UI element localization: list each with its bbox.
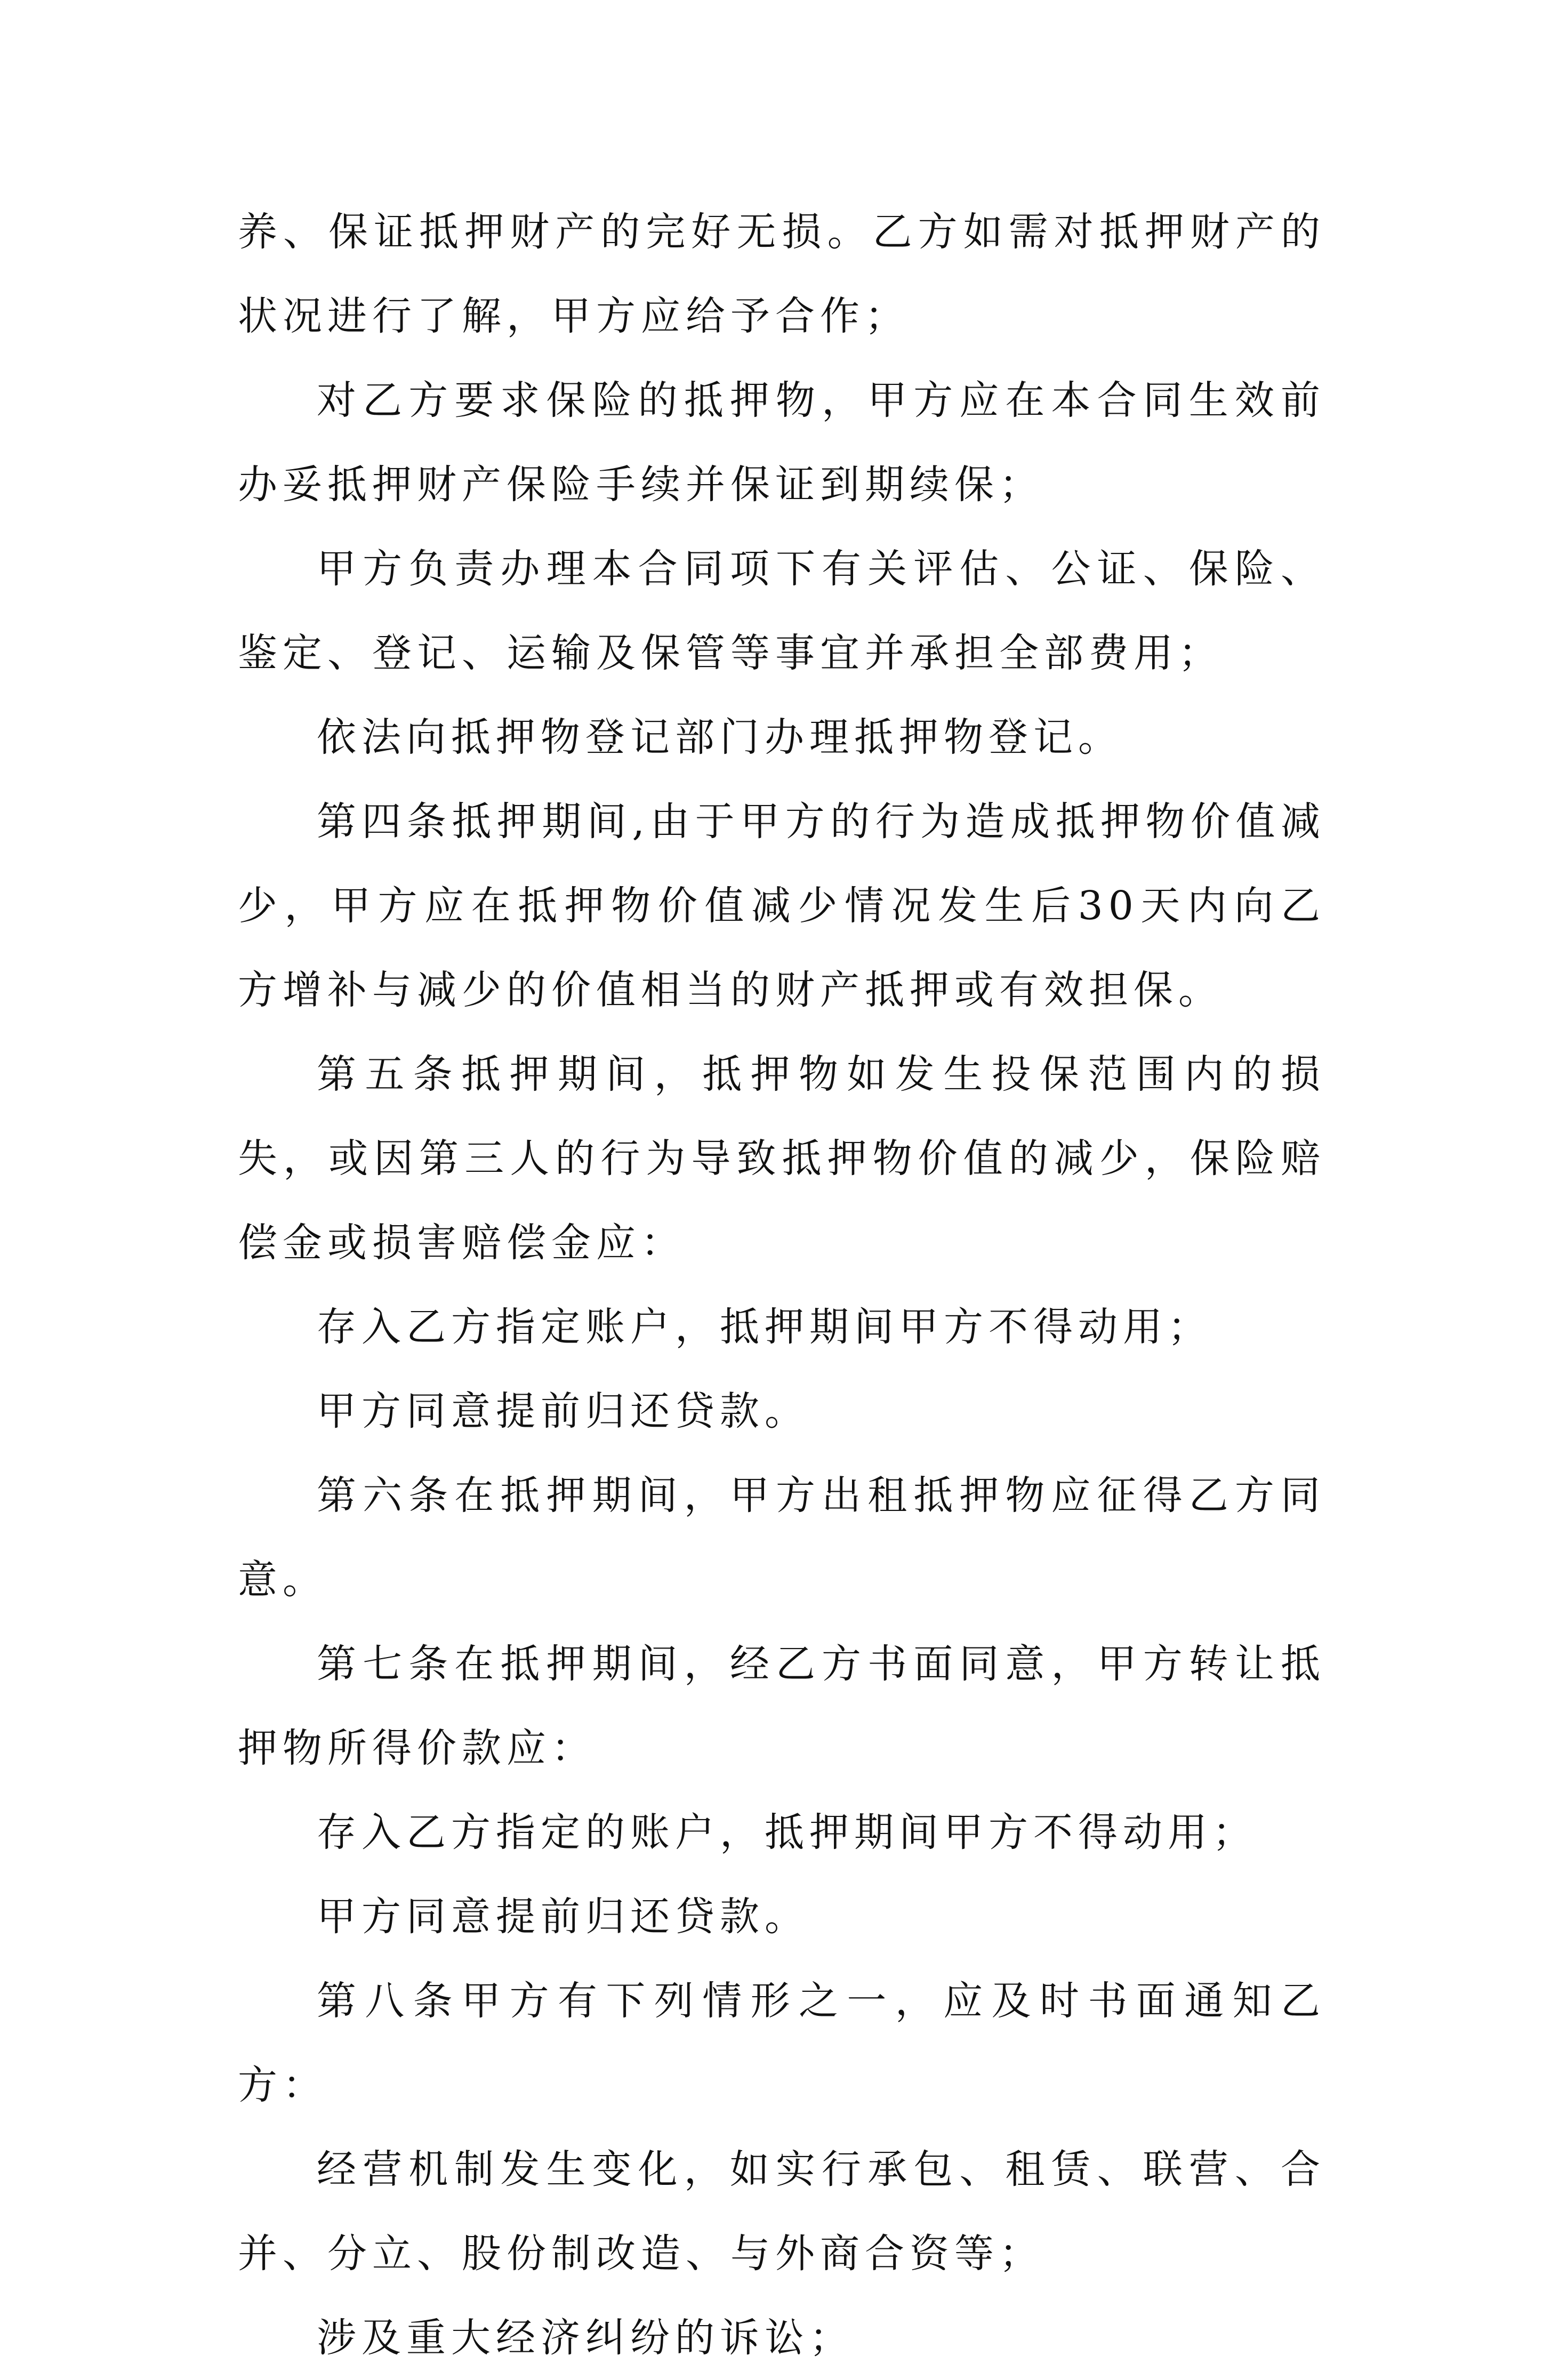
document-body xyxy=(238,190,1325,2380)
paragraph-5: 第四条抵押期间,由于甲方的行为造成抵押物价值减少，甲方应在抵押物价值减少情况发生后30天内向乙方增补与减少的价值相当的财产抵押或有效担保。 xyxy=(238,799,1325,1013)
paragraph-9: 第六条在抵押期间，甲方出租抵押物应征得乙方同意。 xyxy=(238,1473,1325,1603)
paragraph-1: 养、保证抵押财产的完好无损。乙方如需对抵押财产的状况进行了解，甲方应给予合作； xyxy=(238,209,1325,339)
paragraph-6: 第五条抵押期间，抵押物如发生投保范围内的损失，或因第三人的行为导致抵押物价值的减少，保险赔偿金或损害赔偿金应： xyxy=(238,1051,1325,1266)
paragraph-2: 对乙方要求保险的抵押物，甲方应在本合同生效前办妥抵押财产保险手续并保证到期续保； xyxy=(238,377,1325,508)
paragraph-13: 第八条甲方有下列情形之一，应及时书面通知乙方： xyxy=(238,1978,1325,2108)
paragraph-14: 经营机制发生变化，如实行承包、租赁、联营、合并、分立、股份制改造、与外商合资等； xyxy=(238,2146,1325,2277)
paragraph-7: 存入乙方指定账户，抵押期间甲方不得动用； xyxy=(317,1304,1212,1350)
paragraph-3: 甲方负责办理本合同项下有关评估、公证、保险、鉴定、登记、运输及保管等事宜并承担全部费用； xyxy=(238,546,1325,676)
paragraph-4: 依法向抵押物登记部门办理抵押物登记。 xyxy=(317,714,1123,760)
paragraph-12: 甲方同意提前归还贷款。 xyxy=(317,1894,809,1940)
paragraph-8: 甲方同意提前归还贷款。 xyxy=(317,1388,809,1434)
paragraph-15: 涉及重大经济纠纷的诉讼； xyxy=(317,2315,854,2361)
paragraph-11: 存入乙方指定的账户，抵押期间甲方不得动用； xyxy=(317,1810,1257,1855)
paragraph-10: 第七条在抵押期间，经乙方书面同意，甲方转让抵押物所得价款应： xyxy=(238,1641,1325,1771)
